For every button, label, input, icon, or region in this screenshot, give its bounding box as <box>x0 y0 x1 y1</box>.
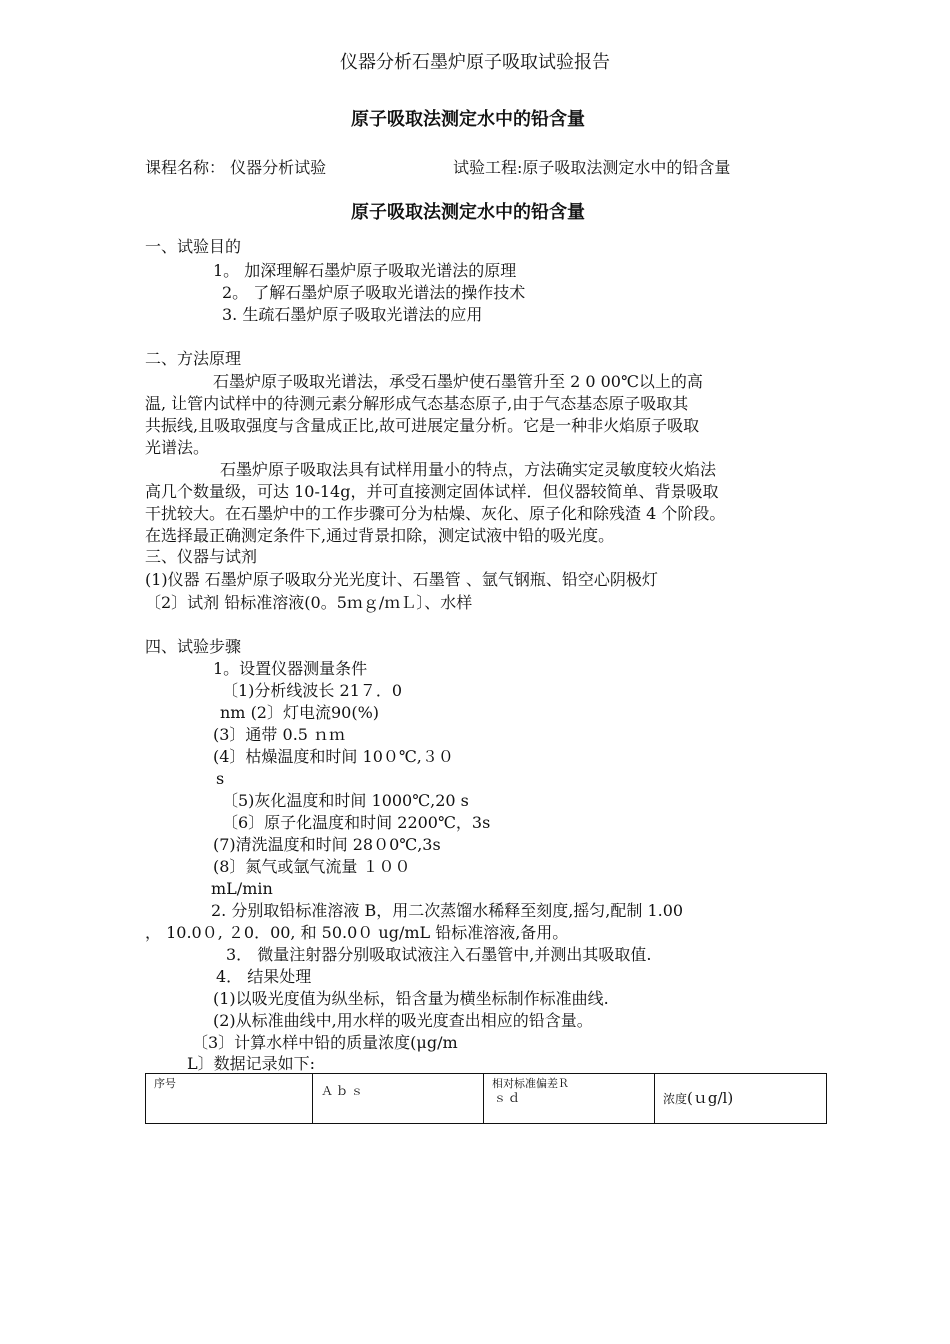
project-name: 试验工程:原子吸取法测定水中的铅含量 <box>453 158 731 177</box>
step-line: 〔1)分析线波长 21７．0 <box>222 681 403 700</box>
table-header-index <box>146 1074 313 1124</box>
instrument-line: (1)仪器 石墨炉原子吸取分光光度计、石墨管 、氩气钢瓶、铅空心阴极灯 <box>145 570 658 589</box>
step-line: 〔5)灰化温度和时间 1000℃,20 s <box>222 791 469 810</box>
paragraph-line: 温, 让管内试样中的待测元素分解形成气态基态原子,由于气态基态原子吸取其 <box>145 394 689 413</box>
section-heading: 三、仪器与试剂 <box>145 547 258 566</box>
paragraph-line: 在选择最正确测定条件下,通过背景扣除，测定试液中铅的吸光度。 <box>145 526 615 545</box>
paragraph-line: 石墨炉原子吸取光谱法，承受石墨炉使石墨管升至 2 0 00℃以上的高 <box>213 372 703 391</box>
section-title: 原子吸取法测定水中的铅含量 <box>351 202 585 223</box>
header-label: ｓｄ <box>494 1091 523 1105</box>
doc-header: 仪器分析石墨炉原子吸取试验报告 <box>340 52 610 73</box>
step-line: L〕数据记录如下: <box>187 1054 316 1073</box>
paragraph-line: 石墨炉原子吸取法具有试样用量小的特点，方法确实定灵敏度较火焰法 <box>220 460 717 479</box>
step-line: nm (2〕灯电流90(%) <box>220 703 380 722</box>
purpose-item: 2。 了解石墨炉原子吸取光谱法的操作技术 <box>222 283 526 302</box>
table-header-abs <box>313 1074 484 1124</box>
step-line: (3〕通带 0.5 ｎｍ <box>213 725 346 744</box>
step-line: (8〕氮气或氩气流量 １００ <box>213 857 411 876</box>
step-line: s <box>216 769 225 788</box>
purpose-item: 3. 生疏石墨炉原子吸取光谱法的应用 <box>222 305 483 324</box>
header-unit: (ｕg/l) <box>687 1089 734 1107</box>
step-line: (1)以吸光度值为纵坐标，铅含量为横坐标制作标准曲线. <box>213 989 609 1008</box>
step-line: 〔3〕计算水样中铅的质量浓度(μg/m <box>192 1033 458 1052</box>
data-record-table <box>145 1073 827 1124</box>
header-label: 序号 <box>154 1077 176 1090</box>
paragraph-line: 高几个数量级，可达 10-14g，并可直接测定固体试样．但仪器较简单、背景吸取 <box>145 482 719 501</box>
doc-title: 原子吸取法测定水中的铅含量 <box>351 109 585 130</box>
table-header-concentration <box>655 1074 827 1124</box>
paragraph-line: 干扰较大。在石墨炉中的工作步骤可分为枯燥、灰化、原子化和除残渣 4 个阶段。 <box>145 504 726 523</box>
step-line: (7)清洗温度和时间 28０0℃,3s <box>213 835 441 854</box>
section-heading: 二、方法原理 <box>145 349 242 368</box>
header-label: Ａｂｓ <box>321 1084 367 1098</box>
step-line: 4． 结果处理 <box>216 967 312 986</box>
step-line: ， 10.0０, ２0．00, 和 50.0０ ug/mL 铅标准溶液,备用。 <box>145 923 569 942</box>
step-line: 2. 分别取铅标准溶液 B，用二次蒸馏水稀释至刻度,摇匀,配制 1.00 <box>211 901 684 920</box>
section-heading: 一、试验目的 <box>145 237 242 256</box>
course-name: 课程名称： 仪器分析试验 <box>145 158 327 177</box>
step-line: 1。设置仪器测量条件 <box>213 659 368 678</box>
step-line: 〔6〕原子化温度和时间 2200℃，3s <box>222 813 491 832</box>
paragraph-line: 共振线,且吸取强度与含量成正比,故可进展定量分析。它是一种非火焰原子吸取 <box>145 416 700 435</box>
table-row <box>146 1074 827 1124</box>
section-heading: 四、试验步骤 <box>145 637 242 656</box>
step-line: mL/min <box>211 879 273 898</box>
table-header-rsd <box>484 1074 655 1124</box>
step-line: (2)从标准曲线中,用水样的吸光度查出相应的铅含量。 <box>213 1011 593 1030</box>
reagent-line: 〔2〕试剂 铅标准溶液(0。5ｍｇ/ｍＬ〕、水样 <box>145 593 473 612</box>
purpose-item: 1。 加深理解石墨炉原子吸取光谱法的原理 <box>213 261 517 280</box>
step-line: 3． 微量注射器分别吸取试液注入石墨管中,并测出其吸取值. <box>226 945 652 964</box>
header-label: 相对标准偏差Ｒ <box>492 1077 569 1090</box>
step-line: (4〕枯燥温度和时间 10０℃,３０ <box>213 747 454 766</box>
header-label: 浓度 <box>663 1092 688 1106</box>
paragraph-line: 光谱法。 <box>145 438 210 457</box>
